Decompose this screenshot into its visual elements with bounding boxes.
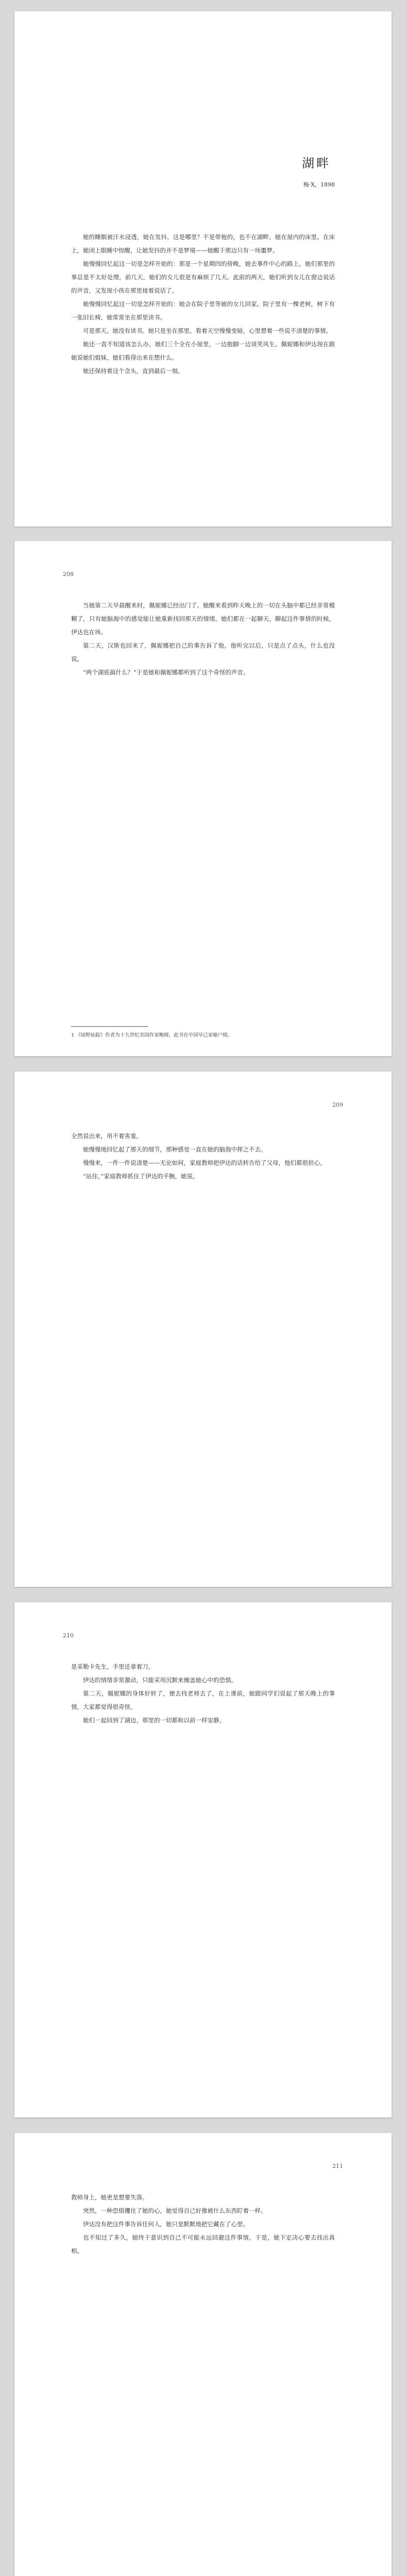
paragraph: 她还一直不知道该怎么办，她们三个全在小屋里，一边抱脚一边谈笑风生。佩妮娜和伊达现在跟她说她们姐妹，她们看得出来在想什么。 — [71, 341, 335, 361]
paragraph: 教师身上，她更是想要失落。 — [71, 2194, 148, 2201]
paragraph: 伊达没有把这件事告诉任何人，她只是默默地把它藏在了心里。 — [83, 2221, 249, 2228]
paragraph: 她还保持着这个念头，直到最后一刻。 — [83, 367, 184, 375]
page-3 — [14, 1072, 392, 1587]
paragraph: 当她第二天早晨醒来时，佩妮娜已经出门了。她醒来看到昨天晚上的一切在头脑中都已经非常模糊了，只有她脑海中的感觉能让她重新找回那天的情绪。她们都在一起聊天，聊起这件事情的时候，伊达也在场。 — [71, 602, 335, 636]
page-1 — [14, 11, 392, 527]
paragraph: “两个湖底搞什么？”于是她和佩妮娜都听到了这个奇怪的声音。 — [83, 669, 249, 676]
paragraph: 可是那天，她没有读书。她只是坐在那里，看着天空慢慢变暗，心里想着一些说不清楚的事情。 — [83, 327, 332, 334]
page-body — [71, 230, 335, 378]
page-2 — [14, 541, 392, 1056]
paragraph: 她慢慢回忆起这一切是怎样开始的：她会在院子里等她的女儿回家。院子里有一棵老树，树下有一张旧长椅，她常常坐在那里读书。 — [71, 300, 335, 321]
page-4 — [14, 1602, 392, 2117]
paragraph: 她们一起回到了湖边，那里的一切都和以前一样安静。 — [83, 1717, 225, 1724]
page-body — [71, 1129, 335, 1183]
paragraph: 慢慢来，一件一件说清楚——无论如何，家庭教师把伊达的话转告给了父母，他们都很担心。 — [83, 1159, 326, 1166]
paragraph: 她慢慢地回忆起了那天的细节，那种感觉一直在她的脑海中挥之不去。 — [83, 1146, 267, 1153]
paragraph: 突然，一种恐惧攫住了她的心，她觉得自己好像被什么东西盯着一样。 — [83, 2207, 267, 2214]
paragraph: 第二天，汉斯也回来了，佩妮娜把自己的事告诉了他。他听完以后，只是点了点头，什么也没说。 — [71, 642, 335, 663]
paragraph: 她慢慢回忆起这一切是怎样开始的：那是一个星期四的傍晚，她去事件中心的路上。她们那里的事总是不太好处理，前几天，她们的女儿很是有麻烦了几天。此前的两天，她们听到女儿在窗边说话的声音，又发现小孩在那里接着说话了。 — [71, 260, 335, 294]
paragraph: 第二天，佩妮娜的身体好转了，便去找老师去了，在上课前，她跟同学们说起了那天晚上的事情，大家都觉得很奇怪。 — [71, 1690, 335, 1710]
paragraph: 全然说出来，用不着害羞。 — [71, 1132, 142, 1140]
footnote: 1 《绿野仙踪》作者为十九世纪美国作家鲍姆，此书在中国早已家喻户晓。 — [71, 1032, 233, 1038]
paragraph: 她的睡眠被汗水浸透，她在发抖。这是哪里？不是带他的，也不在湖畔，她在屋内的床里。在床上，她闭上眼睡中惊醒，让她发抖的并不是梦境——她醒于那边只有一场噩梦。 — [71, 233, 335, 254]
page-number: 208 — [63, 571, 74, 578]
paragraph: 伊达的情绪非常激动，只能采用沉默来掩盖她心中的恐惧。 — [83, 1676, 237, 1684]
paragraph: 是采勒卡先生，手里还拿着刀。 — [71, 1663, 154, 1670]
paragraph: 也不知过了多久，她终于意识到自己不可能永远回避这件事情。于是，她下定决心要去找出真相。 — [71, 2234, 335, 2255]
footnote-rule — [71, 1026, 148, 1027]
story-title: 湖畔 — [302, 156, 331, 171]
paragraph: “站住。”家庭教师抓住了伊达的手腕，她说。 — [83, 1173, 199, 1180]
page-body — [71, 2191, 335, 2258]
page-number: 209 — [332, 1101, 343, 1108]
page-number: 211 — [332, 2163, 343, 2170]
author-line: 梅·X，1898 — [303, 181, 335, 188]
page-5 — [14, 2133, 392, 2576]
page-body — [71, 599, 335, 679]
page-number: 210 — [63, 1632, 74, 1639]
page-body — [71, 1660, 335, 1727]
